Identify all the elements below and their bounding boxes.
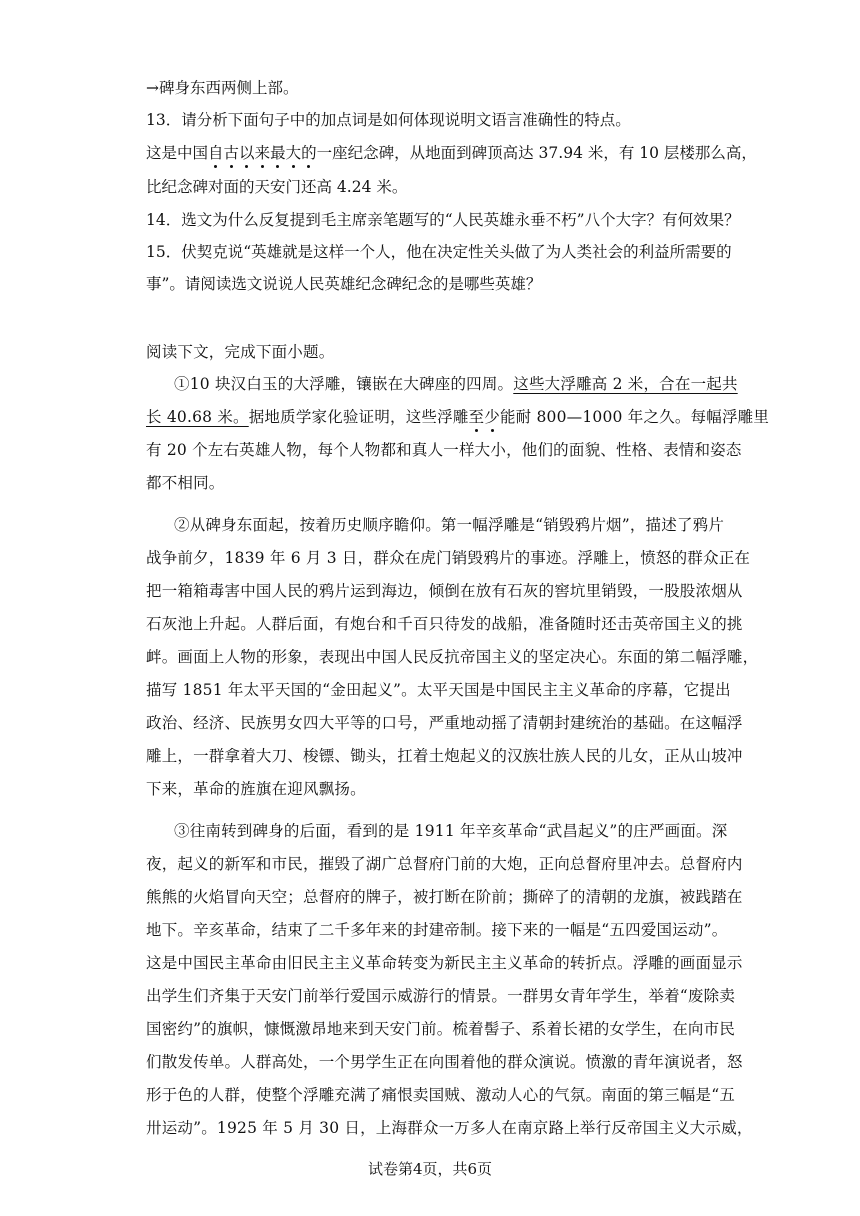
question-15-line1: 15．伏契克说“英雄就是这样一个人，他在决定性关头做了为人类社会的利益所需要的 <box>146 243 732 261</box>
para3-line: 们散发传单。人群高处，一个男学生正在向围着他的群众演说。愤激的青年演说者，怒 <box>146 1053 743 1071</box>
page-footer: 试卷第4页，共6页 <box>367 1160 493 1178</box>
q13-sentence-post: 一座纪念碑，从地面到碑顶高达 37.94 米，有 10 层楼那么高， <box>316 144 757 162</box>
passage-intro: 阅读下文，完成下面小题。 <box>146 343 335 361</box>
underlined-sentence: 这些大浮雕高 2 米，合在一起共 <box>513 375 738 393</box>
dotted-char: 至 <box>468 408 485 426</box>
para3-line: 卅运动”。1925 年 5 月 30 日，上海群众一万多人在南京路上举行反帝国主义大示威， <box>146 1119 753 1137</box>
para1-l1-pre: ①10 块汉白玉的大浮雕，镶嵌在大碑座的四周。 <box>174 375 514 393</box>
para2-line: 雕上，一群拿着大刀、梭镖、锄头，扛着土炮起义的汉族壮族人民的儿女，正从山坡冲 <box>146 747 743 765</box>
question-15-line2: 事”。请阅读选文说说人民英雄纪念碑纪念的是哪些英雄？ <box>146 275 542 293</box>
question-14: 14．选文为什么反复提到毛主席亲笔题写的“人民英雄永垂不朽”八个大字？有何效果？ <box>146 211 740 229</box>
dotted-char: 以 <box>239 144 255 162</box>
para2-line: 下来，革命的旌旗在迎风飘扬。 <box>146 780 366 798</box>
underlined-sentence-end: 长 40.68 米。 <box>146 408 249 426</box>
question-13-sentence-line2: 比纪念碑对面的天安门还高 4.24 米。 <box>146 178 408 196</box>
para2-line: 战争前夕，1839 年 6 月 3 日，群众在虎门销毁鸦片的事迹。浮雕上，愤怒的群众正在 <box>146 549 751 567</box>
dotted-char: 大 <box>285 144 302 162</box>
dotted-char: 古 <box>223 144 240 162</box>
para1-line2 <box>146 405 769 427</box>
para3-line: 这是中国民主革命由旧民主主义革命转变为新民主主义革命的转折点。浮雕的画面显示 <box>146 954 743 972</box>
para2-line: 把一箱箱毒害中国人民的鸦片运到海边，倾倒在放有石灰的窖坑里销毁，一股股浓烟从 <box>146 582 743 600</box>
dotted-char: 少 <box>484 408 500 426</box>
dotted-char: 的 <box>301 144 317 162</box>
dotted-char: 最 <box>270 144 286 162</box>
para2-line: 衅。画面上人物的形象，表现出中国人民反抗帝国主义的坚定决心。东面的第二幅浮雕， <box>146 648 759 666</box>
para3-line: 国密约”的旗帜，慷慨激昂地来到天安门前。梳着髻子、系着长裙的女学生，在向市民 <box>146 1020 736 1038</box>
para3-line: ③往南转到碑身的后面，看到的是 1911 年辛亥革命“武昌起义”的庄严画面。深 <box>174 822 728 840</box>
arrow-line: →碑身东西两侧上部。 <box>146 79 299 97</box>
para3-line: 夜，起义的新军和市民，摧毁了湖广总督府门前的大炮，正向总督府里冲去。总督府内 <box>146 855 743 873</box>
question-13: 13．请分析下面句子中的加点词是如何体现说明文语言准确性的特点。 <box>146 111 631 129</box>
para1-line1 <box>174 372 738 394</box>
question-13-sentence <box>146 141 757 163</box>
para2-line: 政治、经济、民族男女四大平等的口号，严重地动摇了清朝封建统治的基础。在这幅浮 <box>146 714 743 732</box>
para1-line4: 都不相同。 <box>146 474 225 492</box>
para1-line3: 有 20 个左右英雄人物，每个人物都和真人一样大小，他们的面貌、性格、表情和姿态 <box>146 441 742 459</box>
para1-l2-a: 据地质学家化验证明，这些浮雕 <box>248 408 469 426</box>
para3-line: 出学生们齐集于天安门前举行爱国示威游行的情景。一群男女青年学生，举着“废除卖 <box>146 987 736 1005</box>
para1-l2-b: 能耐 800—1000 年之久。每幅浮雕里 <box>499 408 770 426</box>
para3-line: 熊熊的火焰冒向天空；总督府的牌子，被打断在阶前；撕碎了的清朝的龙旗，被践踏在 <box>146 888 743 906</box>
para2-line: 描写 1851 年太平天国的“金田起义”。太平天国是中国民主主义革命的序幕，它提出 <box>146 681 731 699</box>
para2-line: 石灰池上升起。人群后面，有炮台和千百只待发的战船，准备随时还击英帝国主义的挑 <box>146 615 743 633</box>
para3-line: 形于色的人群，使整个浮雕充满了痛恨卖国贼、激动人心的气氛。南面的第三幅是“五 <box>146 1086 736 1104</box>
para3-line: 地下。辛亥革命，结束了二千多年来的封建帝制。接下来的一幅是“五四爱国运动”。 <box>146 921 728 939</box>
q13-sentence-pre: 这是中国 <box>146 144 209 162</box>
para2-line: ②从碑身东面起，按着历史顺序瞻仰。第一幅浮雕是“销毁鸦片烟”，描述了鸦片 <box>174 516 725 534</box>
dotted-char: 自 <box>208 144 224 162</box>
dotted-char: 来 <box>254 144 271 162</box>
